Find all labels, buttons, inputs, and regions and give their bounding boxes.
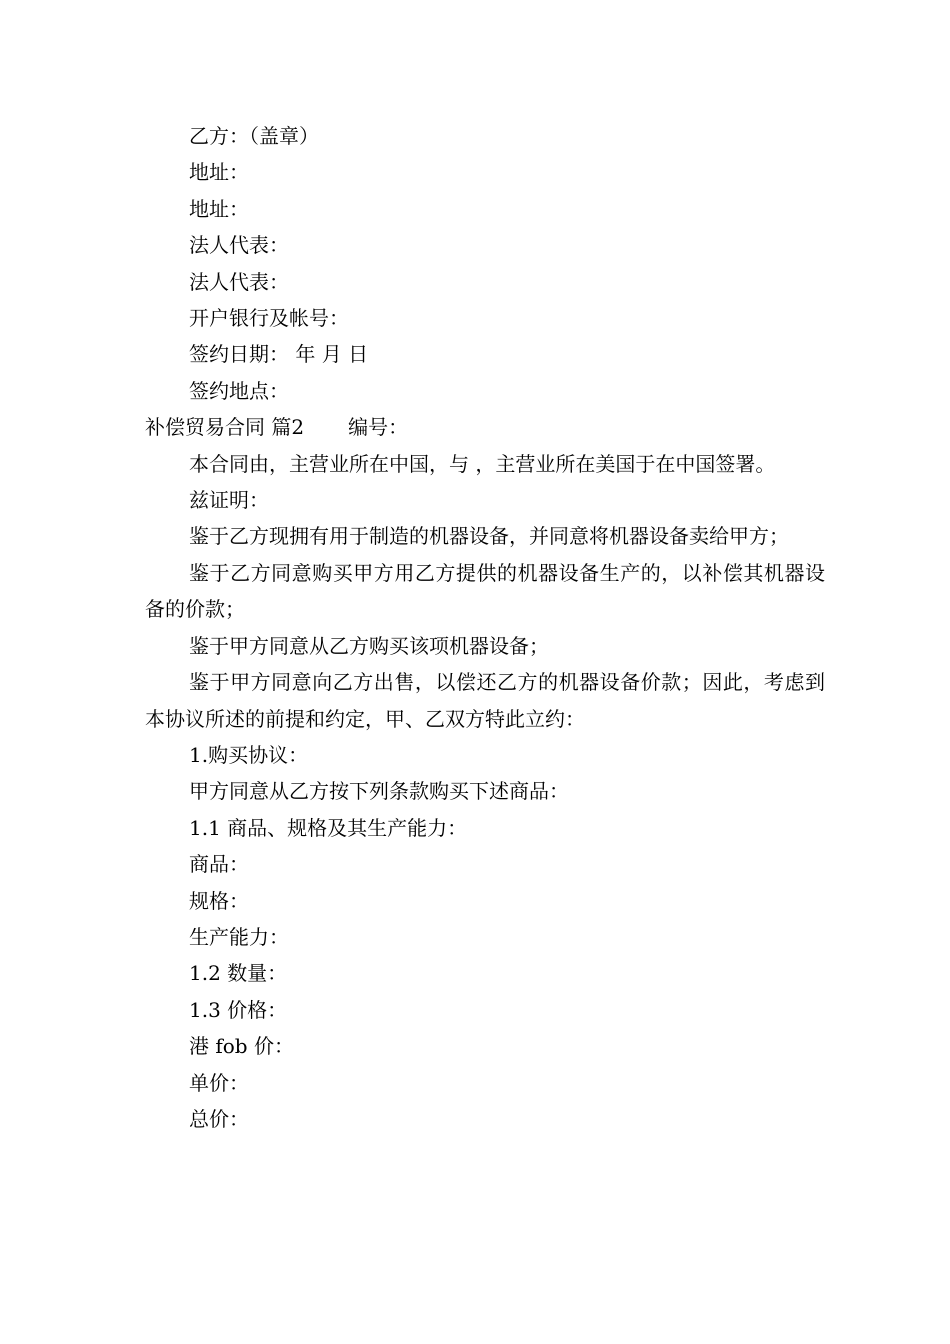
legal-rep-line-1: 法人代表： xyxy=(189,233,289,258)
recital-paragraph-3: 鉴于甲方同意从乙方购买该项机器设备； xyxy=(189,633,549,658)
recital-paragraph-2: 鉴于乙方同意购买甲方用乙方提供的机器设备生产的，以补偿其机器设备的价款； xyxy=(145,560,825,622)
recital-paragraph-1: 鉴于乙方现拥有用于制造的机器设备，并同意将机器设备卖给甲方； xyxy=(189,524,789,549)
fob-price-line: 港 fob 价： xyxy=(189,1034,294,1059)
sign-date-line: 签约日期： 年 月 日 xyxy=(189,342,369,367)
document-body xyxy=(145,118,825,1137)
section-title: 补偿贸易合同 篇2 xyxy=(145,415,305,440)
clause-1-2-quantity: 1.2 数量： xyxy=(189,961,288,986)
witness-line: 兹证明： xyxy=(189,488,269,513)
clause-1-1-heading: 1.1 商品、规格及其生产能力： xyxy=(189,815,468,840)
goods-line: 商品： xyxy=(189,852,249,877)
unit-price-line: 单价： xyxy=(189,1070,249,1095)
total-price-line: 总价： xyxy=(189,1106,249,1131)
address-line-1: 地址： xyxy=(189,160,249,185)
contract-number-label: 编号： xyxy=(348,415,409,440)
section-heading xyxy=(145,409,825,445)
recital-paragraph-4: 鉴于甲方同意向乙方出售，以偿还乙方的机器设备价款；因此，考虑到本协议所述的前提和约定，甲、乙双方特此立约： xyxy=(145,670,825,731)
clause-1-text: 甲方同意从乙方按下列条款购买下述商品： xyxy=(189,779,569,804)
clause-1-heading: 1.购买协议： xyxy=(189,742,309,767)
party-b-seal-line: 乙方：（盖章） xyxy=(189,124,319,148)
spec-line: 规格： xyxy=(189,888,249,913)
legal-rep-line-2: 法人代表： xyxy=(189,269,289,294)
bank-account-line: 开户银行及帐号： xyxy=(189,306,349,331)
sign-place-line: 签约地点： xyxy=(189,378,289,403)
clause-1-3-price: 1.3 价格： xyxy=(189,997,288,1022)
intro-paragraph: 本合同由，主营业所在中国，与 ，主营业所在美国于在中国签署。 xyxy=(189,451,776,476)
address-line-2: 地址： xyxy=(189,196,249,221)
capacity-line: 生产能力： xyxy=(189,924,289,949)
